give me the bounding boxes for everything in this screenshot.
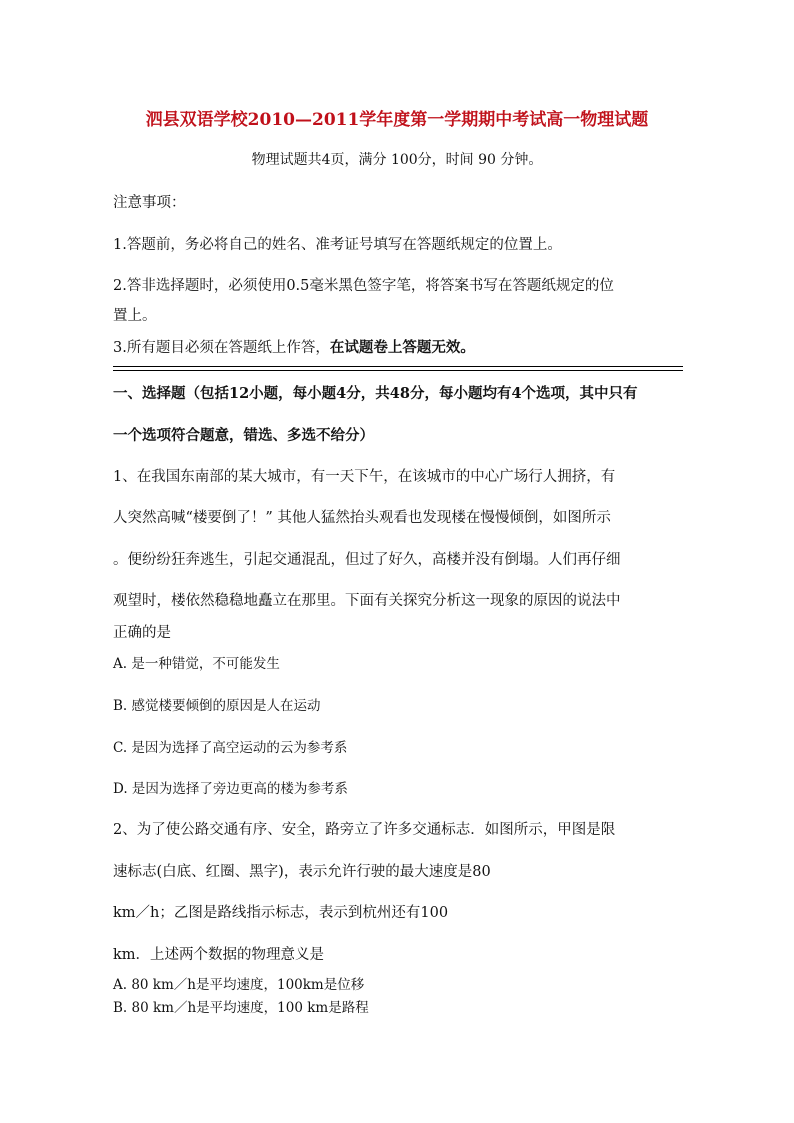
divider-thick (113, 366, 683, 367)
q2-line-2: 速标志(白底、红圈、黑字)，表示允许行驶的最大速度是80 (113, 864, 491, 880)
section-heading-line-2: 一个选项符合题意，错选、多选不给分） (113, 427, 374, 444)
q1-line-3: 。便纷纷狂奔逃生，引起交通混乱，但过了好久，高楼并没有倒塌。人们再仔细 (113, 552, 621, 568)
q1-line-4: 观望时，楼依然稳稳地矗立在那里。下面有关探究分析这一现象的原因的说法中 (113, 593, 621, 609)
notice-item-2-line-2: 置上。 (113, 308, 157, 324)
exam-subtitle: 物理试题共4页，满分 100分，时间 90 分钟。 (251, 152, 543, 168)
q2-line-4: km．上述两个数据的物理意义是 (113, 947, 325, 963)
q2-option-b: B. 80 km／h是平均速度，100 km是路程 (113, 1000, 369, 1016)
notice-item-2-line-1: 2.答非选择题时，必须使用0.5毫米黑色签字笔，将答案书写在答题纸规定的位 (113, 278, 614, 294)
notice-item-3-bold: 在试题卷上答题无效。 (329, 339, 475, 356)
notice-item-3 (113, 336, 734, 357)
q1-line-1: 1、在我国东南部的某大城市，有一天下午，在该城市的中心广场行人拥挤，有 (113, 469, 616, 485)
q1-line-2: 人突然高喊“楼要倒了！” 其他人猛然抬头观看也发现楼在慢慢倾倒，如图所示 (113, 510, 611, 526)
q2-option-a: A. 80 km／h是平均速度，100km是位移 (113, 977, 365, 993)
q1-option-a: A. 是一种错觉，不可能发生 (113, 656, 280, 672)
notice-item-3-normal: 3.所有题目必须在答题纸上作答， (113, 340, 330, 356)
notice-heading: 注意事项： (113, 195, 186, 211)
divider-thin (113, 370, 683, 371)
section-heading-line-1: 一、选择题（包括12小题，每小题4分，共48分，每小题均有4个选项，其中只有 (113, 385, 638, 402)
q1-option-b: B. 感觉楼要倾倒的原因是人在运动 (113, 698, 321, 714)
q2-line-1: 2、为了使公路交通有序、安全，路旁立了许多交通标志．如图所示，甲图是限 (113, 822, 616, 838)
q2-line-3: km／h；乙图是路线指示标志，表示到杭州还有100 (113, 905, 449, 921)
exam-title: 泗县双语学校2010—2011学年度第一学期期中考试高一物理试题 (145, 110, 649, 130)
notice-item-1: 1.答题前，务必将自己的姓名、准考证号填写在答题纸规定的位置上。 (113, 237, 562, 253)
q1-option-d: D. 是因为选择了旁边更高的楼为参考系 (113, 781, 348, 797)
q1-option-c: C. 是因为选择了高空运动的云为参考系 (113, 740, 348, 756)
q1-line-5: 正确的是 (113, 625, 171, 641)
